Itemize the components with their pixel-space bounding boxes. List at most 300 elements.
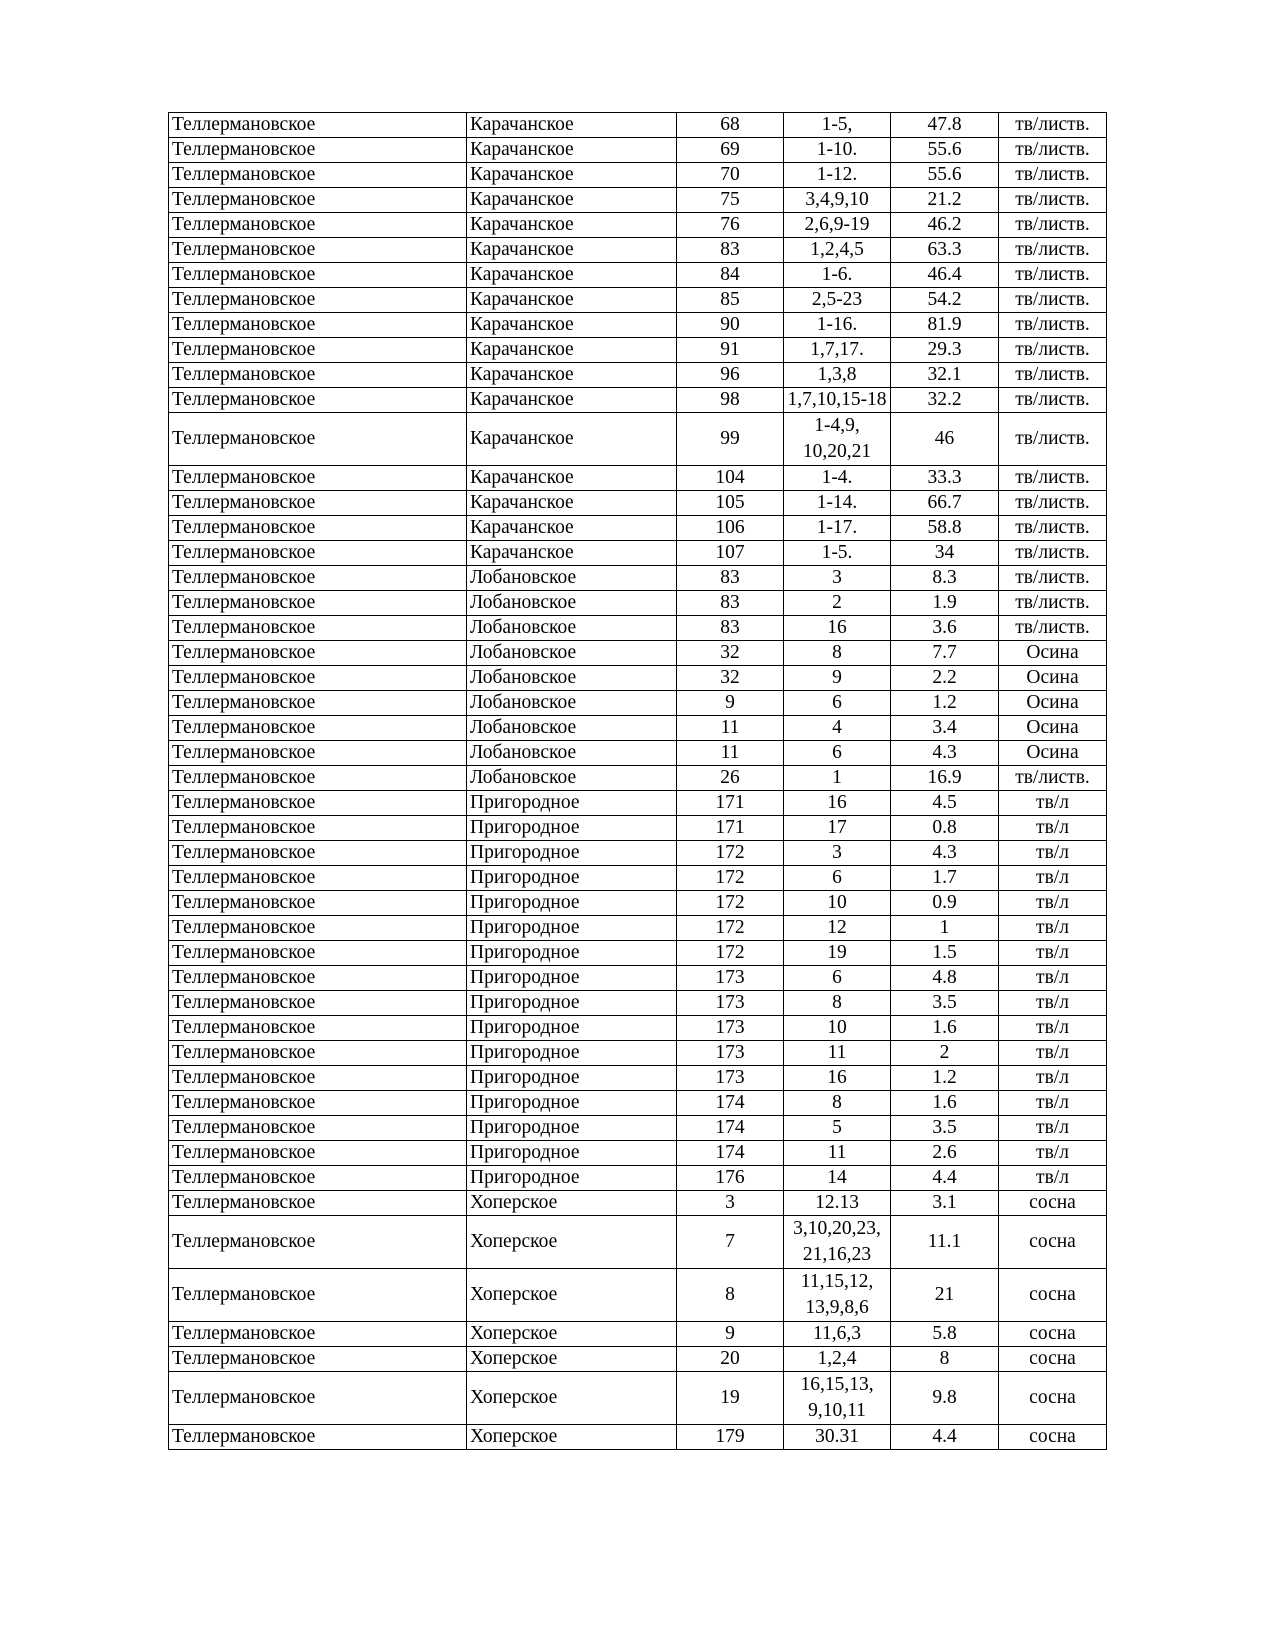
quarter-cell: 83: [677, 238, 784, 263]
area-cell: 8: [891, 1347, 999, 1372]
quarter-cell: 179: [677, 1425, 784, 1450]
species-cell: тв/л: [999, 916, 1107, 941]
quarter-cell: 174: [677, 1091, 784, 1116]
forestry-cell: Теллермановское: [169, 566, 467, 591]
area-cell: 3.4: [891, 716, 999, 741]
quarter-cell: 26: [677, 766, 784, 791]
area-cell: 4.4: [891, 1425, 999, 1450]
district-cell: Пригородное: [467, 1116, 677, 1141]
quarter-cell: 83: [677, 591, 784, 616]
quarter-cell: 3: [677, 1191, 784, 1216]
area-cell: 2.2: [891, 666, 999, 691]
species-cell: сосна: [999, 1216, 1107, 1269]
district-cell: Пригородное: [467, 1166, 677, 1191]
table-row: [169, 516, 1107, 541]
plots-cell: 1-5.: [784, 541, 891, 566]
district-cell: Лобановское: [467, 616, 677, 641]
quarter-cell: 20: [677, 1347, 784, 1372]
plots-cell: 1,3,8: [784, 363, 891, 388]
table-row: [169, 691, 1107, 716]
plots-cell: 1: [784, 766, 891, 791]
plots-cell: 1-12.: [784, 163, 891, 188]
district-cell: Пригородное: [467, 866, 677, 891]
plots-cell: 19: [784, 941, 891, 966]
species-cell: Осина: [999, 691, 1107, 716]
area-cell: 0.8: [891, 816, 999, 841]
district-cell: Карачанское: [467, 188, 677, 213]
plots-cell: 3,10,20,23, 21,16,23: [784, 1216, 891, 1269]
forestry-cell: Теллермановское: [169, 388, 467, 413]
forestry-cell: Теллермановское: [169, 616, 467, 641]
quarter-cell: 173: [677, 1066, 784, 1091]
quarter-cell: 84: [677, 263, 784, 288]
forestry-cell: Теллермановское: [169, 1425, 467, 1450]
quarter-cell: 107: [677, 541, 784, 566]
district-cell: Хоперское: [467, 1191, 677, 1216]
plots-cell: 16: [784, 791, 891, 816]
district-cell: Карачанское: [467, 388, 677, 413]
area-cell: 1.6: [891, 1091, 999, 1116]
species-cell: тв/листв.: [999, 516, 1107, 541]
area-cell: 33.3: [891, 466, 999, 491]
forestry-cell: Теллермановское: [169, 263, 467, 288]
forestry-cell: Теллермановское: [169, 213, 467, 238]
plots-cell: 8: [784, 641, 891, 666]
district-cell: Лобановское: [467, 566, 677, 591]
species-cell: тв/л: [999, 816, 1107, 841]
table-row: [169, 941, 1107, 966]
quarter-cell: 173: [677, 1041, 784, 1066]
area-cell: 3.6: [891, 616, 999, 641]
species-cell: сосна: [999, 1425, 1107, 1450]
plots-cell: 6: [784, 866, 891, 891]
district-cell: Лобановское: [467, 741, 677, 766]
district-cell: Карачанское: [467, 541, 677, 566]
table-row: [169, 766, 1107, 791]
species-cell: тв/листв.: [999, 313, 1107, 338]
area-cell: 1.6: [891, 1016, 999, 1041]
forestry-cell: Теллермановское: [169, 991, 467, 1016]
quarter-cell: 70: [677, 163, 784, 188]
district-cell: Карачанское: [467, 491, 677, 516]
district-cell: Пригородное: [467, 1091, 677, 1116]
table-row: [169, 566, 1107, 591]
area-cell: 63.3: [891, 238, 999, 263]
area-cell: 47.8: [891, 113, 999, 138]
district-cell: Карачанское: [467, 516, 677, 541]
forestry-cell: Теллермановское: [169, 941, 467, 966]
district-cell: Карачанское: [467, 363, 677, 388]
area-cell: 46.4: [891, 263, 999, 288]
quarter-cell: 85: [677, 288, 784, 313]
species-cell: сосна: [999, 1347, 1107, 1372]
district-cell: Лобановское: [467, 691, 677, 716]
district-cell: Карачанское: [467, 466, 677, 491]
forestry-cell: Теллермановское: [169, 1066, 467, 1091]
district-cell: Пригородное: [467, 1041, 677, 1066]
area-cell: 4.3: [891, 741, 999, 766]
district-cell: Карачанское: [467, 138, 677, 163]
quarter-cell: 19: [677, 1372, 784, 1425]
plots-cell: 6: [784, 741, 891, 766]
plots-cell: 1-4.: [784, 466, 891, 491]
quarter-cell: 172: [677, 841, 784, 866]
species-cell: тв/л: [999, 1116, 1107, 1141]
area-cell: 4.8: [891, 966, 999, 991]
district-cell: Хоперское: [467, 1322, 677, 1347]
forestry-cell: Теллермановское: [169, 691, 467, 716]
plots-cell: 12.13: [784, 1191, 891, 1216]
plots-cell: 1,2,4,5: [784, 238, 891, 263]
area-cell: 34: [891, 541, 999, 566]
quarter-cell: 174: [677, 1141, 784, 1166]
forestry-cell: Теллермановское: [169, 741, 467, 766]
forestry-cell: Теллермановское: [169, 466, 467, 491]
district-cell: Карачанское: [467, 213, 677, 238]
species-cell: тв/л: [999, 966, 1107, 991]
plots-cell: 1-10.: [784, 138, 891, 163]
table-row: [169, 891, 1107, 916]
plots-cell: 8: [784, 1091, 891, 1116]
forestry-cell: Теллермановское: [169, 666, 467, 691]
area-cell: 46.2: [891, 213, 999, 238]
plots-cell: 10: [784, 891, 891, 916]
quarter-cell: 32: [677, 666, 784, 691]
table-row: [169, 991, 1107, 1016]
table-row: [169, 466, 1107, 491]
area-cell: 1: [891, 916, 999, 941]
forestry-cell: Теллермановское: [169, 113, 467, 138]
area-cell: 4.3: [891, 841, 999, 866]
district-cell: Пригородное: [467, 816, 677, 841]
area-cell: 9.8: [891, 1372, 999, 1425]
forestry-cell: Теллермановское: [169, 816, 467, 841]
species-cell: тв/листв.: [999, 213, 1107, 238]
area-cell: 1.7: [891, 866, 999, 891]
forestry-cell: Теллермановское: [169, 188, 467, 213]
plots-cell: 2,6,9-19: [784, 213, 891, 238]
quarter-cell: 176: [677, 1166, 784, 1191]
plots-cell: 3: [784, 841, 891, 866]
species-cell: тв/листв.: [999, 363, 1107, 388]
forestry-cell: Теллермановское: [169, 1269, 467, 1322]
plots-cell: 1-17.: [784, 516, 891, 541]
table-row: [169, 1016, 1107, 1041]
area-cell: 2.6: [891, 1141, 999, 1166]
quarter-cell: 172: [677, 916, 784, 941]
forestry-cell: Теллермановское: [169, 916, 467, 941]
species-cell: тв/листв.: [999, 413, 1107, 466]
district-cell: Карачанское: [467, 163, 677, 188]
plots-cell: 6: [784, 966, 891, 991]
quarter-cell: 91: [677, 338, 784, 363]
species-cell: тв/л: [999, 991, 1107, 1016]
forestry-cell: Теллермановское: [169, 163, 467, 188]
area-cell: 66.7: [891, 491, 999, 516]
species-cell: тв/листв.: [999, 238, 1107, 263]
table-row: [169, 916, 1107, 941]
quarter-cell: 105: [677, 491, 784, 516]
area-cell: 21: [891, 1269, 999, 1322]
quarter-cell: 32: [677, 641, 784, 666]
district-cell: Пригородное: [467, 1016, 677, 1041]
forestry-cell: Теллермановское: [169, 966, 467, 991]
table-row: [169, 188, 1107, 213]
forestry-cell: Теллермановское: [169, 1141, 467, 1166]
table-row: [169, 1216, 1107, 1269]
table-row: [169, 1166, 1107, 1191]
area-cell: 1.5: [891, 941, 999, 966]
species-cell: Осина: [999, 666, 1107, 691]
quarter-cell: 68: [677, 113, 784, 138]
area-cell: 16.9: [891, 766, 999, 791]
plots-cell: 12: [784, 916, 891, 941]
table-row: [169, 1347, 1107, 1372]
district-cell: Хоперское: [467, 1372, 677, 1425]
forestry-cell: Теллермановское: [169, 516, 467, 541]
quarter-cell: 90: [677, 313, 784, 338]
table-row: [169, 1425, 1107, 1450]
table-row: [169, 163, 1107, 188]
district-cell: Хоперское: [467, 1216, 677, 1269]
forestry-cell: Теллермановское: [169, 1347, 467, 1372]
plots-cell: 1,7,17.: [784, 338, 891, 363]
district-cell: Лобановское: [467, 716, 677, 741]
forestry-cell: Теллермановское: [169, 1216, 467, 1269]
table-row: [169, 716, 1107, 741]
species-cell: тв/л: [999, 1166, 1107, 1191]
species-cell: сосна: [999, 1322, 1107, 1347]
plots-cell: 6: [784, 691, 891, 716]
forestry-cell: Теллермановское: [169, 138, 467, 163]
district-cell: Карачанское: [467, 263, 677, 288]
plots-cell: 1,7,10,15-18: [784, 388, 891, 413]
species-cell: тв/л: [999, 1041, 1107, 1066]
district-cell: Лобановское: [467, 666, 677, 691]
forestry-cell: Теллермановское: [169, 891, 467, 916]
plots-cell: 8: [784, 991, 891, 1016]
quarter-cell: 174: [677, 1116, 784, 1141]
forestry-cell: Теллермановское: [169, 1091, 467, 1116]
forestry-cell: Теллермановское: [169, 338, 467, 363]
area-cell: 81.9: [891, 313, 999, 338]
table-row: [169, 616, 1107, 641]
table-row: [169, 491, 1107, 516]
plots-cell: 10: [784, 1016, 891, 1041]
species-cell: тв/листв.: [999, 566, 1107, 591]
area-cell: 3.5: [891, 991, 999, 1016]
plots-cell: 4: [784, 716, 891, 741]
plots-cell: 1,2,4: [784, 1347, 891, 1372]
district-cell: Пригородное: [467, 1141, 677, 1166]
table-row: [169, 238, 1107, 263]
plots-cell: 17: [784, 816, 891, 841]
quarter-cell: 11: [677, 741, 784, 766]
species-cell: тв/листв.: [999, 541, 1107, 566]
district-cell: Хоперское: [467, 1347, 677, 1372]
quarter-cell: 99: [677, 413, 784, 466]
plots-cell: 1-4,9, 10,20,21: [784, 413, 891, 466]
district-cell: Пригородное: [467, 1066, 677, 1091]
table-row: [169, 213, 1107, 238]
area-cell: 5.8: [891, 1322, 999, 1347]
species-cell: тв/л: [999, 1066, 1107, 1091]
district-cell: Карачанское: [467, 288, 677, 313]
area-cell: 4.5: [891, 791, 999, 816]
area-cell: 32.2: [891, 388, 999, 413]
table-row: [169, 1191, 1107, 1216]
area-cell: 29.3: [891, 338, 999, 363]
district-cell: Пригородное: [467, 916, 677, 941]
district-cell: Лобановское: [467, 591, 677, 616]
area-cell: 32.1: [891, 363, 999, 388]
species-cell: тв/л: [999, 891, 1107, 916]
district-cell: Пригородное: [467, 966, 677, 991]
forestry-cell: Теллермановское: [169, 641, 467, 666]
quarter-cell: 171: [677, 791, 784, 816]
species-cell: тв/листв.: [999, 616, 1107, 641]
forestry-cell: Теллермановское: [169, 313, 467, 338]
forestry-cell: Теллермановское: [169, 541, 467, 566]
species-cell: тв/л: [999, 841, 1107, 866]
species-cell: Осина: [999, 716, 1107, 741]
district-cell: Карачанское: [467, 313, 677, 338]
quarter-cell: 171: [677, 816, 784, 841]
area-cell: 8.3: [891, 566, 999, 591]
table-row: [169, 338, 1107, 363]
district-cell: Лобановское: [467, 641, 677, 666]
quarter-cell: 172: [677, 891, 784, 916]
area-cell: 46: [891, 413, 999, 466]
species-cell: тв/л: [999, 791, 1107, 816]
table-row: [169, 1116, 1107, 1141]
plots-cell: 5: [784, 1116, 891, 1141]
forestry-cell: Теллермановское: [169, 1116, 467, 1141]
quarter-cell: 76: [677, 213, 784, 238]
area-cell: 3.5: [891, 1116, 999, 1141]
quarter-cell: 83: [677, 616, 784, 641]
table-row: [169, 741, 1107, 766]
forestry-cell: Теллермановское: [169, 591, 467, 616]
district-cell: Карачанское: [467, 338, 677, 363]
plots-cell: 11: [784, 1141, 891, 1166]
area-cell: 7.7: [891, 641, 999, 666]
district-cell: Карачанское: [467, 238, 677, 263]
forestry-cell: Теллермановское: [169, 363, 467, 388]
area-cell: 58.8: [891, 516, 999, 541]
forestry-table: [168, 112, 1107, 1450]
plots-cell: 11: [784, 1041, 891, 1066]
table-row: [169, 113, 1107, 138]
forestry-cell: Теллермановское: [169, 1191, 467, 1216]
plots-cell: 2,5-23: [784, 288, 891, 313]
quarter-cell: 172: [677, 941, 784, 966]
table-row: [169, 413, 1107, 466]
species-cell: тв/листв.: [999, 338, 1107, 363]
species-cell: тв/листв.: [999, 163, 1107, 188]
forestry-cell: Теллермановское: [169, 841, 467, 866]
area-cell: 1.9: [891, 591, 999, 616]
species-cell: тв/л: [999, 941, 1107, 966]
forestry-cell: Теллермановское: [169, 1041, 467, 1066]
quarter-cell: 173: [677, 991, 784, 1016]
plots-cell: 16: [784, 1066, 891, 1091]
quarter-cell: 104: [677, 466, 784, 491]
forestry-cell: Теллермановское: [169, 1016, 467, 1041]
quarter-cell: 96: [677, 363, 784, 388]
species-cell: сосна: [999, 1269, 1107, 1322]
area-cell: 54.2: [891, 288, 999, 313]
plots-cell: 1-14.: [784, 491, 891, 516]
species-cell: тв/листв.: [999, 188, 1107, 213]
forestry-cell: Теллермановское: [169, 766, 467, 791]
district-cell: Хоперское: [467, 1425, 677, 1450]
species-cell: тв/листв.: [999, 263, 1107, 288]
table-row: [169, 1091, 1107, 1116]
district-cell: Пригородное: [467, 791, 677, 816]
district-cell: Карачанское: [467, 413, 677, 466]
table-row: [169, 388, 1107, 413]
table-row: [169, 1066, 1107, 1091]
table-row: [169, 541, 1107, 566]
plots-cell: 14: [784, 1166, 891, 1191]
table-row: [169, 966, 1107, 991]
plots-cell: 3: [784, 566, 891, 591]
quarter-cell: 75: [677, 188, 784, 213]
table-row: [169, 1041, 1107, 1066]
quarter-cell: 98: [677, 388, 784, 413]
quarter-cell: 7: [677, 1216, 784, 1269]
table-body: [169, 113, 1107, 1450]
table-row: [169, 591, 1107, 616]
table-row: [169, 841, 1107, 866]
species-cell: тв/листв.: [999, 288, 1107, 313]
table-row: [169, 363, 1107, 388]
area-cell: 11.1: [891, 1216, 999, 1269]
plots-cell: 16: [784, 616, 891, 641]
species-cell: сосна: [999, 1191, 1107, 1216]
species-cell: Осина: [999, 741, 1107, 766]
table-row: [169, 641, 1107, 666]
plots-cell: 1-6.: [784, 263, 891, 288]
quarter-cell: 173: [677, 966, 784, 991]
table-row: [169, 791, 1107, 816]
table-row: [169, 1141, 1107, 1166]
quarter-cell: 9: [677, 1322, 784, 1347]
table-row: [169, 816, 1107, 841]
area-cell: 3.1: [891, 1191, 999, 1216]
table-row: [169, 288, 1107, 313]
species-cell: тв/листв.: [999, 766, 1107, 791]
forestry-cell: Теллермановское: [169, 1166, 467, 1191]
quarter-cell: 11: [677, 716, 784, 741]
area-cell: 21.2: [891, 188, 999, 213]
forestry-cell: Теллермановское: [169, 491, 467, 516]
district-cell: Хоперское: [467, 1269, 677, 1322]
table-row: [169, 1322, 1107, 1347]
species-cell: сосна: [999, 1372, 1107, 1425]
forestry-cell: Теллермановское: [169, 866, 467, 891]
quarter-cell: 8: [677, 1269, 784, 1322]
plots-cell: 11,6,3: [784, 1322, 891, 1347]
species-cell: тв/листв.: [999, 591, 1107, 616]
species-cell: тв/л: [999, 1091, 1107, 1116]
species-cell: тв/листв.: [999, 388, 1107, 413]
forestry-cell: Теллермановское: [169, 1322, 467, 1347]
area-cell: 4.4: [891, 1166, 999, 1191]
table-row: [169, 1372, 1107, 1425]
plots-cell: 9: [784, 666, 891, 691]
